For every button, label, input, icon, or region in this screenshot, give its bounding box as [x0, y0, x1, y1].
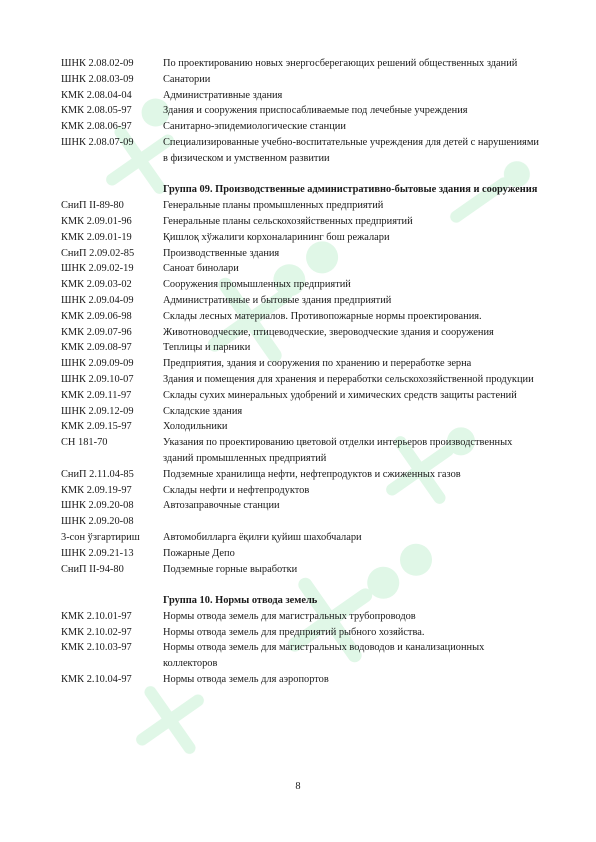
standard-title: Саноат бинолари — [163, 263, 239, 275]
standard-title: Склады сухих минеральных удобрений и химических средств защиты растений — [163, 389, 517, 401]
standard-title: Здания и помещения для хранения и переработки сельскохозяйственной продукции — [163, 373, 534, 385]
standard-code: КМК 2.09.03-02 — [61, 279, 132, 291]
list-item — [61, 483, 541, 499]
section-08-continued — [61, 56, 541, 167]
list-item — [61, 214, 541, 230]
standard-title: Теплицы и парники — [163, 342, 251, 354]
standard-title: Нормы отвода земель для магистральных водоводов и канализационных коллекторов — [163, 642, 485, 670]
standard-code: ШНК 2.08.02-09 — [61, 58, 134, 69]
standard-title: Пожарные Депо — [163, 547, 235, 559]
standard-title: Здания и сооружения приспосабливаемые под лечебные учреждения — [163, 105, 468, 117]
list-item — [61, 562, 541, 578]
standard-code: КМК 2.10.01-97 — [61, 610, 132, 622]
list-item — [61, 546, 541, 562]
standard-code: КМК 2.08.04-04 — [61, 89, 132, 101]
standard-title: Холодильники — [163, 421, 228, 433]
page-number: 8 — [295, 781, 301, 792]
list-item — [61, 672, 541, 688]
group-heading — [61, 593, 541, 609]
list-item — [61, 277, 541, 293]
list-item — [61, 372, 541, 388]
group-heading-text: Группа 10. Нормы отвода земель — [163, 595, 318, 607]
standard-title — [163, 514, 541, 530]
standard-code: КМК 2.09.15-97 — [61, 421, 132, 433]
standard-code: КМК 2.09.06-98 — [61, 310, 132, 322]
list-item — [61, 72, 541, 88]
list-item — [61, 261, 541, 277]
standard-title: Административные здания — [163, 89, 283, 101]
standard-code: КМК 2.09.11-97 — [61, 389, 132, 401]
list-item — [61, 404, 541, 420]
standard-code: СниП II-89-80 — [61, 200, 124, 212]
list-item — [61, 230, 541, 246]
list-item — [61, 135, 541, 167]
section-group-09 — [61, 182, 541, 577]
group-heading — [61, 182, 541, 198]
list-item — [61, 498, 541, 514]
standard-title: Қишлоқ хўжалиги корхоналарининг бош режалари — [163, 231, 390, 243]
standard-code: СниП 2.09.02-85 — [61, 247, 135, 259]
list-item — [61, 103, 541, 119]
standard-title: Подземные горные выработки — [163, 563, 298, 575]
standards-list — [61, 56, 541, 688]
standard-title: Предприятия, здания и сооружения по хранению и переработке зерна — [163, 358, 472, 370]
list-item — [61, 356, 541, 372]
standard-code: КМК 2.09.08-97 — [61, 342, 132, 354]
list-item — [61, 309, 541, 325]
list-item — [61, 419, 541, 435]
standard-title: Складские здания — [163, 405, 243, 417]
list-item — [61, 514, 541, 530]
standard-title: Административные и бытовые здания предприятий — [163, 294, 392, 306]
section-group-10 — [61, 593, 541, 688]
standard-title: По проектированию новых энергосберегающих решений общественных зданий — [163, 58, 518, 69]
standard-title: Подземные хранилища нефти, нефтепродуктов и сжиженных газов — [163, 468, 461, 480]
list-item — [61, 609, 541, 625]
list-item — [61, 625, 541, 641]
standard-title: Нормы отвода земель для предприятий рыбного хозяйства. — [163, 626, 425, 638]
standard-title: Животноводческие, птицеводческие, звероводческие здания и сооружения — [163, 326, 494, 338]
standard-code: КМК 2.10.04-97 — [61, 674, 132, 686]
group-heading-text: Группа 09. Производственные административно-бытовые здания и сооружения — [163, 184, 538, 196]
standard-title: Специализированные учебно-воспитательные учреждения для детей с нарушениями в физическом и умственном развитии — [163, 136, 539, 164]
standard-code: ШНК 2.09.10-07 — [61, 373, 134, 385]
standard-title: Нормы отвода земель для аэропортов — [163, 674, 329, 686]
standard-title: Генеральные планы сельскохозяйственных предприятий — [163, 215, 413, 227]
standard-code: КМК 2.09.07-96 — [61, 326, 132, 338]
standard-code: СН 181-70 — [61, 437, 108, 449]
standard-title: Санатории — [163, 73, 211, 85]
standard-title: Склады нефти и нефтепродуктов — [163, 484, 310, 496]
section-spacer — [61, 577, 541, 593]
standard-code: ШНК 2.09.21-13 — [61, 547, 134, 559]
standard-title: Автомобилларга ёқилғи қуйиш шахобчалари — [163, 531, 362, 543]
standard-code: ШНК 2.08.07-09 — [61, 136, 134, 148]
standard-title: Санитарно-эпидемиологические станции — [163, 121, 346, 133]
standard-code: ШНК 2.09.09-09 — [61, 358, 134, 370]
standard-title: Генеральные планы промышленных предприятий — [163, 200, 384, 212]
list-item — [61, 293, 541, 309]
standard-code: ШНК 2.09.20-08 — [61, 516, 134, 528]
standard-title: Производственные здания — [163, 247, 280, 259]
standard-code: ШНК 2.09.04-09 — [61, 294, 134, 306]
list-item — [61, 340, 541, 356]
standard-code: ШНК 2.09.02-19 — [61, 263, 134, 275]
section-spacer — [61, 167, 541, 183]
list-item — [61, 640, 541, 672]
standard-code: КМК 2.09.19-97 — [61, 484, 132, 496]
standard-title: Указания по проектированию цветовой отделки интерьеров производственных зданий промышленных предприятий — [163, 437, 513, 464]
standard-code: СниП II-94-80 — [61, 563, 124, 575]
standard-code: КМК 2.10.02-97 — [61, 626, 132, 638]
standard-code: КМК 2.09.01-96 — [61, 215, 132, 227]
standard-code: 3-сон ўзгартириш — [61, 531, 140, 543]
standard-title: Сооружения промышленных предприятий — [163, 279, 351, 291]
standard-code: КМК 2.08.05-97 — [61, 105, 132, 117]
list-item — [61, 88, 541, 104]
standard-code: ШНК 2.09.20-08 — [61, 500, 134, 512]
standard-code: ШНК 2.09.12-09 — [61, 405, 134, 417]
list-item — [61, 325, 541, 341]
list-item — [61, 56, 541, 72]
list-item — [61, 246, 541, 262]
standard-title: Склады лесных материалов. Противопожарные нормы проектирования. — [163, 310, 482, 322]
standard-code: КМК 2.08.06-97 — [61, 121, 132, 133]
list-item — [61, 530, 541, 546]
list-item — [61, 198, 541, 214]
list-item — [61, 467, 541, 483]
standard-code: ШНК 2.08.03-09 — [61, 73, 134, 85]
standard-code: СниП 2.11.04-85 — [61, 468, 134, 480]
standard-code: КМК 2.09.01-19 — [61, 231, 132, 243]
list-item — [61, 435, 541, 467]
standard-title: Нормы отвода земель для магистральных трубопроводов — [163, 610, 416, 622]
list-item — [61, 388, 541, 404]
standard-code: КМК 2.10.03-97 — [61, 642, 132, 654]
standard-title: Автозаправочные станции — [163, 500, 280, 512]
list-item — [61, 119, 541, 135]
